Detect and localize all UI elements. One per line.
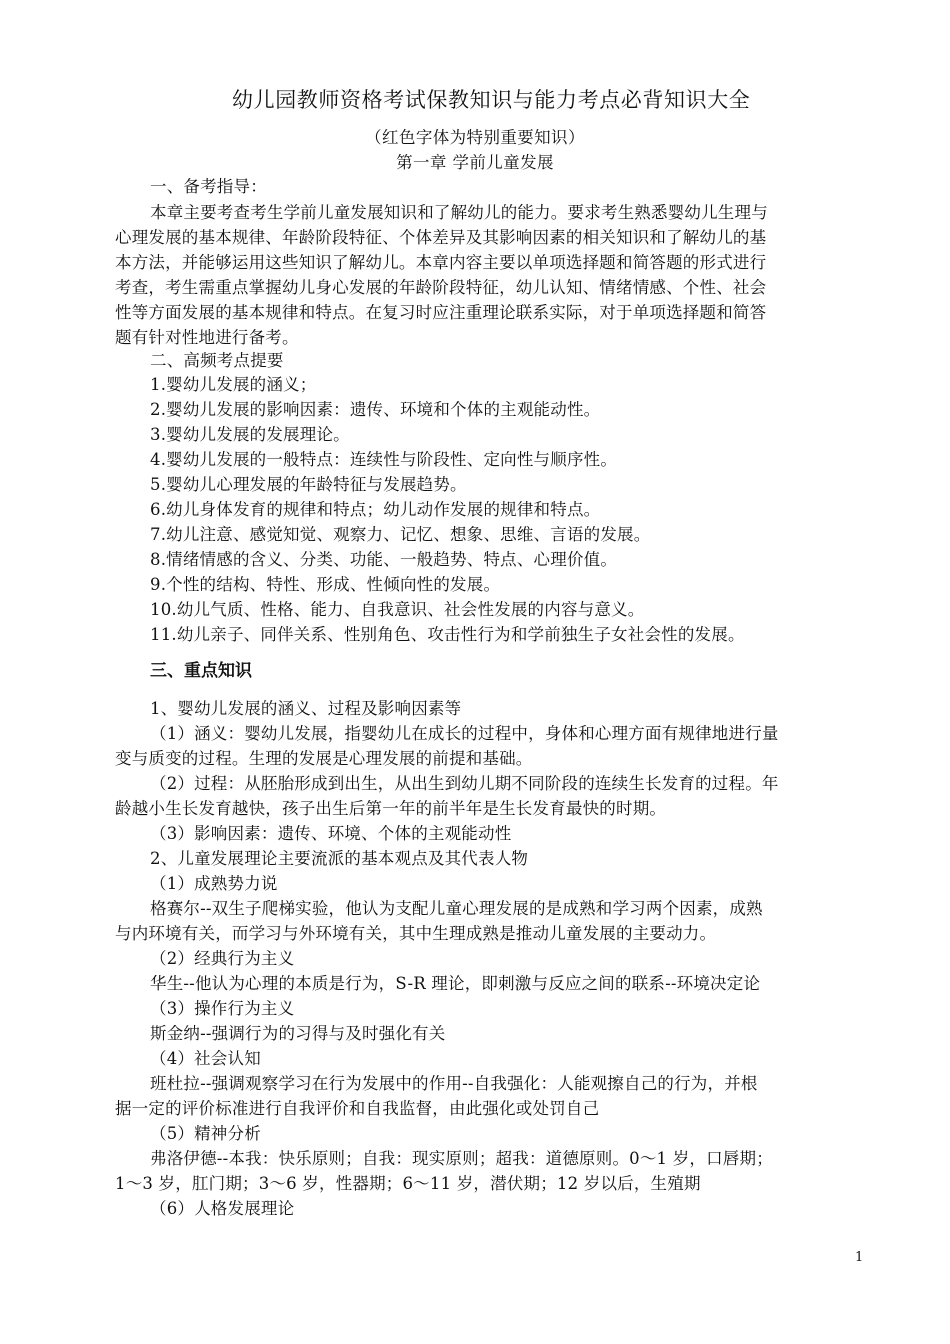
body-line: 变与质变的过程。生理的发展是心理发展的前提和基础。 [115, 749, 533, 768]
body-line: 与内环境有关，而学习与外环境有关，其中生理成熟是推动儿童发展的主要动力。 [115, 924, 717, 943]
body-line: 1、婴幼儿发展的涵义、过程及影响因素等 [150, 699, 462, 718]
list-item: 1.婴幼儿发展的涵义； [150, 375, 317, 394]
section-heading-key-knowledge: 三、重点知识 [150, 661, 252, 681]
list-item: 10.幼儿气质、性格、能力、自我意识、社会性发展的内容与意义。 [150, 600, 645, 619]
paragraph-line: 性等方面发展的基本规律和特点。在复习时应注重理论联系实际，对于单项选择题和简答 [115, 303, 767, 322]
page-number: 1 [855, 1250, 864, 1265]
list-item: 7.幼儿注意、感觉知觉、观察力、记忆、想象、思维、言语的发展。 [150, 525, 651, 544]
body-line: （4）社会认知 [150, 1049, 261, 1068]
paragraph-line: 心理发展的基本规律、年龄阶段特征、个体差异及其影响因素的相关知识和了解幼儿的基 [115, 228, 767, 247]
list-item: 9.个性的结构、特性、形成、性倾向性的发展。 [150, 575, 501, 594]
list-item: 8.情绪情感的含义、分类、功能、一般趋势、特点、心理价值。 [150, 550, 618, 569]
body-line: （3）影响因素：遗传、环境、个体的主观能动性 [150, 824, 512, 843]
body-line: 1～3 岁，肛门期；3～6 岁，性器期；6～11 岁，潜伏期；12 岁以后，生殖期 [115, 1174, 701, 1193]
document-subtitle: （红色字体为特别重要知识） [365, 128, 585, 147]
body-line: （3）操作行为主义 [150, 999, 295, 1018]
paragraph-line: 本方法，并能够运用这些知识了解幼儿。本章内容主要以单项选择题和简答题的形式进行 [115, 253, 767, 272]
body-line: （2）过程：从胚胎形成到出生，从出生到幼儿期不同阶段的连续生长发育的过程。年 [150, 774, 779, 793]
section-heading-highfreq: 二、高频考点提要 [150, 351, 284, 370]
paragraph-line: 本章主要考查考生学前儿童发展知识和了解幼儿的能力。要求考生熟悉婴幼儿生理与 [150, 203, 768, 222]
body-line: 龄越小生长发育越快，孩子出生后第一年的前半年是生长发育最快的时期。 [115, 799, 667, 818]
body-line: 格赛尔--双生子爬梯实验，他认为支配儿童心理发展的是成熟和学习两个因素，成熟 [150, 899, 763, 918]
document-title: 幼儿园教师资格考试保教知识与能力考点必背知识大全 [232, 88, 751, 112]
chapter-heading: 第一章 学前儿童发展 [396, 153, 554, 172]
section-heading-prep: 一、备考指导： [150, 177, 267, 196]
body-line: （6）人格发展理论 [150, 1199, 295, 1218]
body-line: （5）精神分析 [150, 1124, 261, 1143]
body-line: 2、儿童发展理论主要流派的基本观点及其代表人物 [150, 849, 529, 868]
body-line: 华生--他认为心理的本质是行为，S-R 理论，即刺激与反应之间的联系--环境决定论 [150, 974, 761, 993]
body-line: （2）经典行为主义 [150, 949, 295, 968]
body-line: （1）成熟势力说 [150, 874, 278, 893]
list-item: 5.婴幼儿心理发展的年龄特征与发展趋势。 [150, 475, 467, 494]
list-item: 4.婴幼儿发展的一般特点：连续性与阶段性、定向性与顺序性。 [150, 450, 618, 469]
list-item: 6.幼儿身体发育的规律和特点；幼儿动作发展的规律和特点。 [150, 500, 601, 519]
body-line: 据一定的评价标准进行自我评价和自我监督，由此强化或处罚自己 [115, 1099, 600, 1118]
body-line: 班杜拉--强调观察学习在行为发展中的作用--自我强化：人能观擦自己的行为，并根 [150, 1074, 758, 1093]
paragraph-line: 题有针对性地进行备考。 [115, 328, 299, 347]
list-item: 3.婴幼儿发展的发展理论。 [150, 425, 350, 444]
body-line: 弗洛伊德--本我：快乐原则；自我：现实原则；超我：道德原则。0～1 岁，口唇期； [150, 1149, 773, 1168]
list-item: 2.婴幼儿发展的影响因素：遗传、环境和个体的主观能动性。 [150, 400, 601, 419]
body-line: 斯金纳--强调行为的习得与及时强化有关 [150, 1024, 446, 1043]
list-item: 11.幼儿亲子、同伴关系、性别角色、攻击性行为和学前独生子女社会性的发展。 [150, 625, 745, 644]
paragraph-line: 考查，考生需重点掌握幼儿身心发展的年龄阶段特征，幼儿认知、情绪情感、个性、社会 [115, 278, 767, 297]
body-line: （1）涵义：婴幼儿发展，指婴幼儿在成长的过程中，身体和心理方面有规律地进行量 [150, 724, 779, 743]
